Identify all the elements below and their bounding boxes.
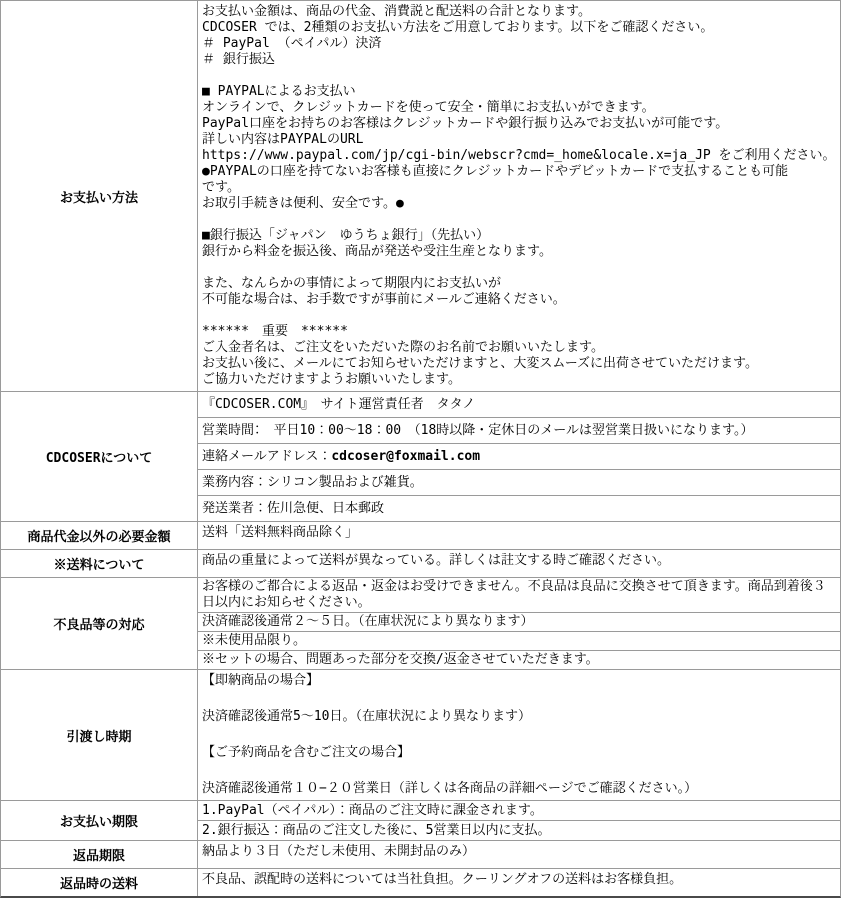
blank-line xyxy=(202,68,836,84)
text-line: お取引手続きは便利、安全です。● xyxy=(202,196,404,211)
bank-transfer-deadline-text: 2.銀行振込：商品のご注文した後に、5営業日以内に支払。 xyxy=(202,823,551,838)
row-body-extra-fees xyxy=(198,522,840,549)
blank-line xyxy=(202,762,836,780)
return-period-text: 納品より３日（ただし未使用、未開封品のみ） xyxy=(202,844,476,859)
text-line: ■ PAYPALによるお支払い xyxy=(202,84,356,99)
delivery-time-cell xyxy=(198,670,840,800)
shipping-carrier-cell xyxy=(198,495,840,521)
row-delivery-time xyxy=(1,669,840,800)
shipping-carrier-text: 発送業者：佐川急便、日本郵政 xyxy=(202,501,385,516)
text-line: ご協力いただけますようお願いいたします。 xyxy=(202,372,461,387)
unused-only-text: ※未使用品限り。 xyxy=(202,633,307,648)
return-period-cell xyxy=(198,841,840,862)
payment-method-cell xyxy=(198,1,840,391)
text-line: 詳しい内容はPAYPALのURL xyxy=(202,132,364,147)
row-header-shipping-note: ※送料について xyxy=(1,550,198,577)
row-shipping-note xyxy=(1,549,840,577)
preorder-delivery-text: 決済確認後通常１０−２０営業日（詳しくは各商品の詳細ページでご確認ください。） xyxy=(202,781,698,796)
row-body-return-period xyxy=(198,841,840,868)
text-line: オンラインで、クレジットカードを使って安全・簡単にお支払いができます。 xyxy=(202,100,655,115)
unused-only-cell xyxy=(198,631,840,650)
row-body-payment-deadline xyxy=(198,801,840,840)
row-header-defective-items: 不良品等の対応 xyxy=(1,578,198,669)
extra-fees-text: 送料「送料無料商品除く」 xyxy=(202,525,359,540)
contact-email-address: cdcoser@foxmail.com xyxy=(331,449,481,464)
row-header-return-shipping-fee: 返品時の送料 xyxy=(1,869,198,896)
row-payment-method xyxy=(1,1,840,391)
exchange-time-text: 決済確認後通常２〜５日。（在庫状況により異なります） xyxy=(202,614,534,629)
text-line: です。 xyxy=(202,180,240,195)
text-line: ■銀行振込「ジャパン ゆうちょ銀行」（先払い） xyxy=(202,228,490,243)
paypal-url-text: https://www.paypal.com/jp/cgi-bin/webscr?cmd=_home&locale.x=ja_JP をご利用ください。 xyxy=(202,148,836,163)
text-line: CDCOSER では、2種類のお支払い方法をご用意しております。以下をご確認ください。 xyxy=(202,20,714,35)
row-extra-fees xyxy=(1,521,840,549)
row-header-return-period: 返品期限 xyxy=(1,841,198,868)
contact-email-line xyxy=(202,448,836,465)
row-body-shipping-note xyxy=(198,550,840,577)
row-about-cdcoser xyxy=(1,391,840,521)
row-body-about-cdcoser xyxy=(198,392,840,521)
row-body-delivery-time xyxy=(198,670,840,800)
blank-line xyxy=(202,308,836,324)
site-operator-text: 『CDCOSER.COM』 サイト運営責任者 タタノ xyxy=(202,397,476,412)
row-header-payment-method: お支払い方法 xyxy=(1,1,198,391)
blank-line xyxy=(202,260,836,276)
return-shipping-fee-text: 不良品、誤配時の送料については当社負担。クーリングオフの送料はお客様負担。 xyxy=(202,872,683,887)
row-payment-deadline xyxy=(1,800,840,840)
text-line: PayPal口座をお持ちのお客様はクレジットカードや銀行振り込みでお支払いが可能です。 xyxy=(202,116,729,131)
text-line: ご入金者名は、ご注文をいただいた際のお名前でお願いいたします。 xyxy=(202,340,604,355)
extra-fees-cell xyxy=(198,522,840,543)
text-line: また、なんらかの事情によって期限内にお支払いが xyxy=(202,276,502,291)
business-hours-cell xyxy=(198,417,840,443)
row-return-period xyxy=(1,840,840,868)
text-line: お支払い後に、メールにてお知らせいただけますと、大変スムーズに出荷させていただけます。 xyxy=(202,356,759,371)
site-operator-cell xyxy=(198,392,840,417)
set-exchange-text: ※セットの場合、問題あった部分を交換/返金させていただきます。 xyxy=(202,652,599,667)
blank-line xyxy=(202,726,836,744)
row-return-shipping-fee xyxy=(1,868,840,896)
bank-transfer-deadline-cell xyxy=(198,820,840,840)
paypal-deadline-cell xyxy=(198,801,840,820)
blank-line xyxy=(202,212,836,228)
row-body-defective-items xyxy=(198,578,840,669)
shipping-note-cell xyxy=(198,550,840,571)
blank-line xyxy=(202,690,836,708)
business-hours-text: 営業時間： 平日10：00〜18：00 （18時以降・定休日のメールは翌営業日扱いになります。） xyxy=(202,423,754,438)
business-description-cell xyxy=(198,469,840,495)
contact-email-label: 連絡メールアドレス： xyxy=(202,449,332,464)
defective-policy-cell xyxy=(198,578,840,612)
text-line: ●PAYPALの口座を持てないお客様も直接にクレジットカードやデビットカードで支払することも可能 xyxy=(202,164,789,179)
text-line: 銀行から料金を振込後、商品が発送や受注生産となります。 xyxy=(202,244,552,259)
row-header-delivery-time: 引渡し時期 xyxy=(1,670,198,800)
row-header-extra-fees: 商品代金以外の必要金額 xyxy=(1,522,198,549)
set-exchange-cell xyxy=(198,650,840,669)
exchange-time-cell xyxy=(198,612,840,631)
row-defective-items xyxy=(1,577,840,669)
important-note-heading: ****** 重要 ****** xyxy=(202,324,348,339)
text-line: ＃ PayPal （ペイパル）決済 xyxy=(202,36,382,51)
in-stock-case-heading: 【即納商品の場合】 xyxy=(202,673,320,688)
defective-policy-text: お客様のご都合による返品・返金はお受けできません。不良品は良品に交換させて頂きます。商品到着後３日以内にお知らせください。 xyxy=(202,579,826,610)
contact-email-cell xyxy=(198,443,840,469)
row-header-payment-deadline: お支払い期限 xyxy=(1,801,198,840)
business-description-text: 業務内容：シリコン製品および雑貨。 xyxy=(202,475,423,490)
row-header-about-cdcoser: CDCOSERについて xyxy=(1,392,198,521)
text-line: 不可能な場合は、お手数ですが事前にメールご連絡ください。 xyxy=(202,292,566,307)
text-line: ＃ 銀行振込 xyxy=(202,52,275,67)
return-shipping-fee-cell xyxy=(198,869,840,890)
text-line: お支払い金額は、商品の代金、消費説と配送料の合計となります。 xyxy=(202,4,591,19)
shipping-note-text: 商品の重量によって送料が異なっている。詳しくは註文する時ご確認ください。 xyxy=(202,553,671,568)
paypal-deadline-text: 1.PayPal（ペイパル）：商品のご注文時に課金されます。 xyxy=(202,803,543,818)
in-stock-delivery-text: 決済確認後通常5〜10日。（在庫状況により異なります） xyxy=(202,709,531,724)
preorder-case-heading: 【ご予約商品を含むご注文の場合】 xyxy=(202,745,411,760)
row-body-return-shipping-fee xyxy=(198,869,840,896)
row-body-payment-method xyxy=(198,1,840,391)
